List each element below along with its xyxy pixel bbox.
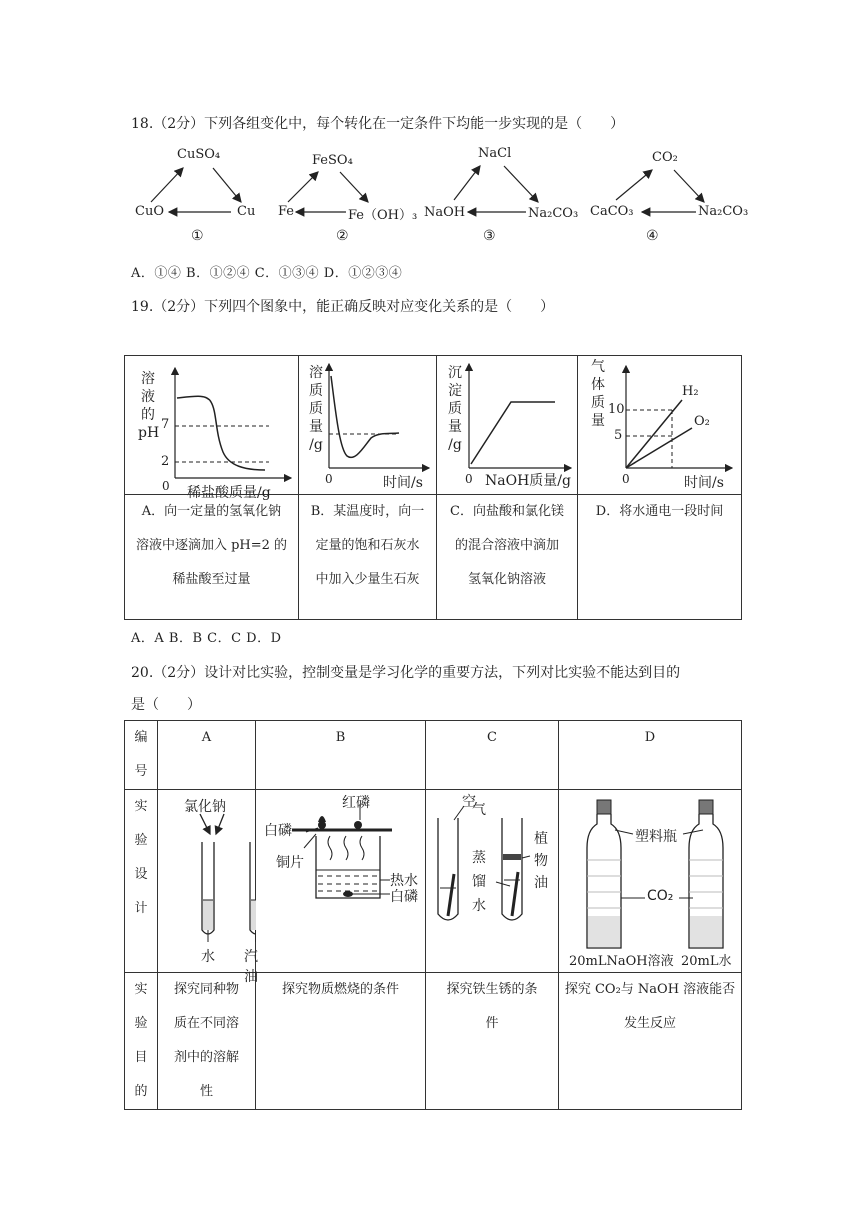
- caption-line: 稀盐酸至过量: [172, 572, 251, 587]
- graph-d-cell: [578, 356, 742, 495]
- tick-2: 2: [161, 454, 170, 469]
- axis-label-char: 气: [591, 359, 605, 375]
- series-o2-label: O₂: [694, 414, 710, 429]
- label-char: 验: [134, 1016, 148, 1031]
- header-c: C: [426, 721, 559, 790]
- design-c-cell: [426, 790, 559, 973]
- label-char: 验: [134, 833, 148, 848]
- axis-label-char: 量: [309, 419, 323, 435]
- diagram-number: ④: [646, 228, 659, 244]
- design-d-cell: [559, 790, 742, 973]
- axis-label-char: 溶: [309, 365, 323, 381]
- q18-diagram-1: [131, 140, 261, 250]
- q18-options: A．①④ B．①②④ C．①③④ D．①②③④: [131, 266, 403, 281]
- graph-a-cell: [125, 356, 299, 501]
- distilled-water-char: 水: [472, 898, 486, 914]
- vegetable-oil-char: 油: [534, 875, 548, 891]
- origin-label: 0: [465, 472, 473, 486]
- diagram-right-label: Fe（OH）₃: [348, 208, 418, 223]
- x-axis-label: 稀盐酸质量/g: [187, 485, 271, 501]
- caption-c: [437, 495, 578, 620]
- q19-graph-table: [124, 355, 742, 620]
- tick-10: 10: [608, 402, 625, 417]
- caption-line: 溶液中逐滴加入 pH=2 的: [135, 538, 288, 553]
- q19-stem: 19.（2分）下列四个图象中，能正确反映对应变化关系的是（ ）: [131, 299, 555, 315]
- purpose-line: 质在不同溶: [173, 1016, 239, 1031]
- axis-label-char: /g: [309, 437, 323, 453]
- row-label-design: [125, 790, 158, 973]
- purpose-line: 发生反应: [623, 1016, 676, 1031]
- caption-line: 中加入少量生石灰: [315, 572, 420, 587]
- caption-line: C．向盐酸和氯化镁: [450, 504, 564, 519]
- header-a: A: [158, 721, 256, 790]
- header-d: D: [559, 721, 742, 790]
- axis-label-char: 淀: [448, 383, 462, 399]
- diagram-number: ②: [336, 228, 349, 244]
- diagram-top-label: NaCl: [478, 146, 512, 161]
- purpose-line: 探究 CO₂与 NaOH 溶液能否: [564, 982, 736, 997]
- caption-line: A．向一定量的氢氧化钠: [141, 504, 282, 519]
- caption-line: B．某温度时，向一: [310, 504, 425, 519]
- diagram-right-label: Cu: [237, 204, 256, 219]
- diagram-right-label: Na₂CO₃: [698, 204, 749, 219]
- copper-sheet-label: 铜片: [276, 855, 304, 871]
- diagram-left-label: CaCO₃: [590, 204, 634, 219]
- design-b-cell: [256, 790, 426, 973]
- caption-line: 氢氧化钠溶液: [467, 572, 546, 587]
- air-label-char: 气: [472, 802, 486, 818]
- diagram-left-label: Fe: [278, 204, 295, 219]
- axis-label-char: 质: [309, 401, 323, 417]
- diagram-top-label: FeSO₄: [312, 153, 353, 168]
- q18-diagram-4: [590, 140, 760, 250]
- axis-label-char: 液: [141, 389, 155, 405]
- q18-diagram-2: [274, 140, 424, 250]
- reaction-arrows: [590, 140, 760, 250]
- graph-b-cell: [299, 356, 437, 495]
- purpose-a: [158, 973, 256, 1110]
- diagram-left-label: NaOH: [424, 205, 466, 220]
- origin-label: 0: [622, 472, 630, 486]
- solvent-water-label: 水: [201, 949, 215, 965]
- axis-label-char: pH: [138, 425, 160, 441]
- label-char: 的: [134, 1084, 148, 1099]
- label-char: 号: [134, 764, 148, 779]
- graph-c-cell: [437, 356, 578, 495]
- purpose-b: [256, 973, 426, 1110]
- design-a-cell: [158, 790, 258, 985]
- white-phosphorus-bottom-label: 白磷: [390, 889, 418, 905]
- water-label: 20mL水: [681, 954, 732, 969]
- red-phosphorus-label: 红磷: [342, 795, 370, 811]
- axis-label-char: 质: [448, 401, 462, 417]
- tick-7: 7: [161, 417, 170, 432]
- x-axis-label: NaOH质量/g: [485, 473, 571, 489]
- purpose-line: 剂中的溶解: [173, 1050, 239, 1065]
- distilled-water-char: 蒸: [472, 850, 486, 866]
- axis-label-char: 的: [141, 407, 155, 423]
- label-char: 实: [134, 982, 148, 997]
- purpose-line: 件: [485, 1016, 499, 1031]
- purpose-c: [426, 973, 559, 1110]
- axis-label-char: 溶: [141, 371, 155, 387]
- purpose-line: 探究物质燃烧的条件: [281, 982, 399, 997]
- axis-label-char: 量: [591, 413, 605, 429]
- label-char: 目: [134, 1050, 148, 1065]
- header-b: B: [256, 721, 426, 790]
- tick-5: 5: [614, 428, 623, 443]
- label-char: 实: [134, 799, 148, 814]
- q18-diagram-3: [424, 140, 584, 250]
- q19-options: A．A B．B C．C D．D: [131, 631, 282, 646]
- q20-experiment-table: [124, 720, 742, 1110]
- origin-label: 0: [162, 479, 170, 493]
- caption-d: [578, 495, 742, 620]
- row-label-number: [125, 721, 158, 790]
- co2-label: CO₂: [647, 888, 674, 904]
- caption-line: 定量的饱和石灰水: [315, 538, 420, 553]
- row-label-purpose: [125, 973, 158, 1110]
- naoh-solution-label: 20mLNaOH溶液: [569, 954, 674, 969]
- label-char: 计: [134, 901, 148, 916]
- purpose-line: 性: [199, 1084, 213, 1099]
- air-label-char: 空: [462, 794, 476, 810]
- series-h2-label: H₂: [682, 384, 699, 399]
- reaction-arrows: [131, 140, 261, 250]
- axis-label-char: 量: [448, 419, 462, 435]
- diagram-number: ①: [191, 228, 204, 244]
- reaction-arrows: [424, 140, 584, 250]
- purpose-line: 探究同种物: [173, 982, 239, 997]
- white-phosphorus-top-label: 白磷: [264, 823, 292, 839]
- caption-b: [299, 495, 437, 620]
- diagram-number: ③: [483, 228, 496, 244]
- axis-label-char: 体: [591, 377, 605, 393]
- purpose-line: 探究铁生锈的条: [446, 982, 538, 997]
- axis-label-char: 质: [591, 395, 605, 411]
- diagram-top-label: CuSO₄: [177, 147, 221, 162]
- vegetable-oil-char: 物: [534, 853, 548, 869]
- caption-line: 的混合溶液中滴加: [454, 538, 559, 553]
- diagram-left-label: CuO: [135, 204, 164, 219]
- origin-label: 0: [325, 472, 333, 486]
- x-axis-label: 时间/s: [383, 475, 423, 491]
- axis-label-char: /g: [448, 437, 462, 453]
- hot-water-label: 热水: [390, 873, 418, 889]
- label-char: 设: [134, 867, 148, 882]
- plastic-bottles-illustration: [559, 790, 742, 972]
- distilled-water-char: 馏: [472, 874, 486, 890]
- q20-stem-line1: 20.（2分）设计对比实验，控制变量是学习化学的重要方法，下列对比实验不能达到目的: [131, 665, 681, 681]
- plastic-bottle-label: 塑料瓶: [635, 829, 677, 845]
- diagram-top-label: CO₂: [652, 150, 678, 165]
- axis-label-char: 质: [309, 383, 323, 399]
- solute-label: 氯化钠: [184, 799, 226, 815]
- diagram-right-label: Na₂CO₃: [528, 206, 579, 221]
- purpose-d: [559, 973, 742, 1110]
- caption-a: [125, 495, 299, 620]
- reaction-arrows: [274, 140, 424, 250]
- vegetable-oil-char: 植: [534, 831, 548, 847]
- x-axis-label: 时间/s: [684, 475, 724, 491]
- solvent-gasoline-label: 汽油: [244, 949, 258, 985]
- q20-stem-line2: 是（ ）: [131, 697, 201, 713]
- test-tubes-illustration: [158, 790, 256, 972]
- caption-line: D．将水通电一段时间: [595, 504, 724, 519]
- label-char: 编: [134, 730, 148, 745]
- axis-label-char: 沉: [448, 365, 462, 381]
- q18-stem: 18.（2分）下列各组变化中，每个转化在一定条件下均能一步实现的是（ ）: [131, 116, 625, 132]
